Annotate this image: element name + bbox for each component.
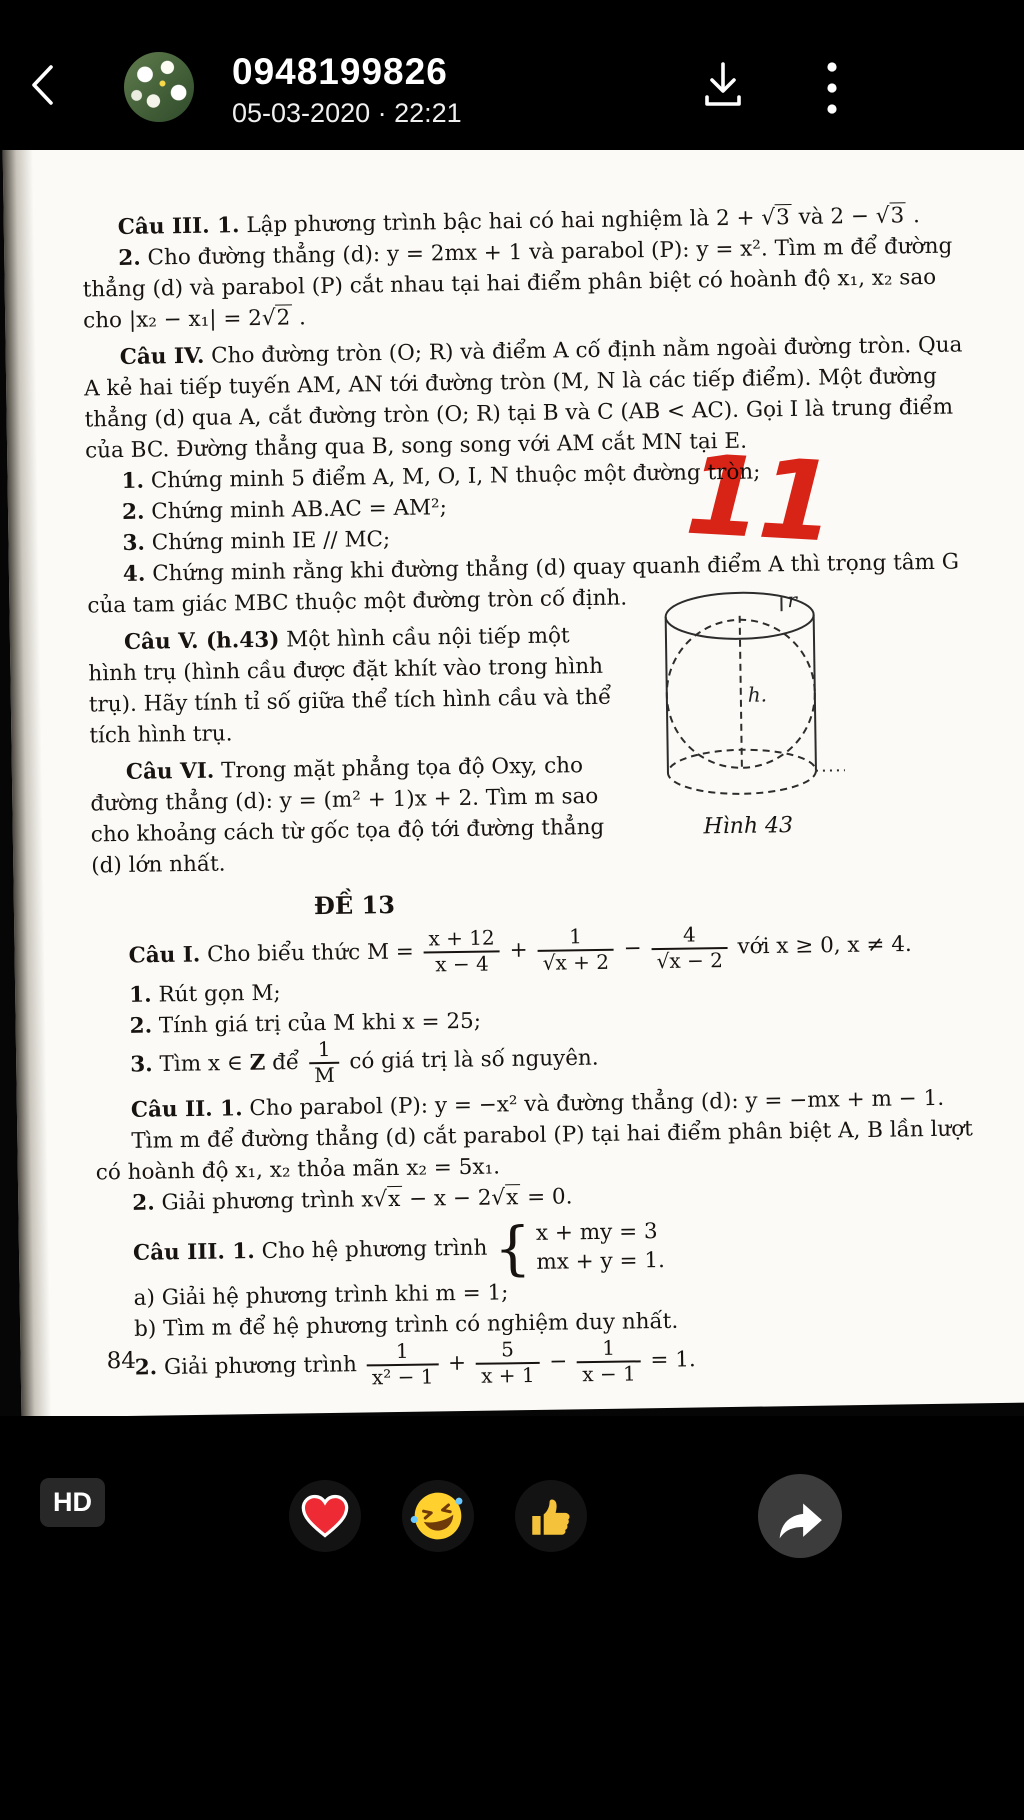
radical-sign: √ bbox=[261, 305, 276, 331]
radical bbox=[262, 304, 293, 330]
text-run: Câu III. 1. bbox=[117, 213, 240, 240]
figure-height-label: h. bbox=[747, 682, 768, 707]
text-run: Một hình cầu nội tiếp một hình trụ (hình cầu được đặt khít vào trong hình trụ). Hãy tính tỉ số giữa thể tích hình cầu và thể tích hình trụ. bbox=[88, 623, 612, 749]
text-run: Chứng minh AB.AC = AM²; bbox=[144, 495, 448, 525]
heart-reaction-button[interactable] bbox=[289, 1480, 361, 1552]
fraction bbox=[476, 1339, 540, 1387]
text-run: Chứng minh IE // MC; bbox=[144, 526, 391, 556]
radical-sign: √ bbox=[373, 1187, 388, 1213]
text-run: với x ≥ 0, x ≠ 4. bbox=[730, 931, 912, 960]
text-run: Tìm x ∈ bbox=[152, 1050, 250, 1078]
text-run: có giá trị là số nguyên. bbox=[342, 1045, 599, 1075]
share-arrow-icon bbox=[775, 1491, 825, 1541]
photo-viewer[interactable] bbox=[0, 150, 1024, 1416]
page-edge-shadow bbox=[3, 150, 52, 1416]
equation-system bbox=[493, 1213, 666, 1283]
radical-arg: 3 bbox=[890, 203, 905, 229]
fraction bbox=[537, 926, 614, 974]
text-run: Chứng minh 5 điểm A, M, O, I, N thuộc một đường tròn; bbox=[143, 459, 761, 494]
fraction-numerator: 4 bbox=[651, 924, 728, 950]
text-run: và 2 − bbox=[791, 203, 876, 230]
heart-icon bbox=[299, 1490, 351, 1542]
download-button[interactable] bbox=[698, 58, 748, 114]
text-run: Trong mặt phẳng tọa độ Oxy, cho đường thẳng (d): y = (m² + 1)x + 2. Tìm m sao cho khoảng cách từ gốc tọa độ tới đường thẳng (d) lớn nhất. bbox=[90, 753, 605, 879]
fraction bbox=[423, 927, 500, 975]
page-number: 84 bbox=[106, 1347, 137, 1375]
text-run: Cho parabol (P): y = −x² và đường thẳng (d): y = −mx + m − 1. bbox=[242, 1086, 945, 1122]
fraction bbox=[309, 1039, 340, 1087]
text-run: Câu III. 1. bbox=[132, 1239, 255, 1267]
text-run: 2. bbox=[134, 1355, 158, 1381]
paragraph bbox=[92, 886, 617, 926]
text-run: = 0. bbox=[520, 1184, 573, 1211]
text-run: Cho đường tròn (O; R) và điểm A cố định nằm ngoài đường tròn. Qua A kẻ hai tiếp tuyến AM, AN tới đường tròn (M, N là các tiếp điểm). Một đường thẳng (d) qua A, cắt đường tròn (O; R) tại B và C (AB < AC). Gọi I là trung điểm của BC. Đường thẳng qua B, song song với AM cắt MN tại E. bbox=[84, 332, 963, 464]
download-icon bbox=[698, 58, 748, 114]
fraction-numerator: 1 bbox=[309, 1039, 340, 1064]
cylinder-sphere-figure bbox=[647, 582, 845, 803]
thumbs-up-icon bbox=[526, 1491, 576, 1541]
radical bbox=[491, 1185, 520, 1211]
page-title: 0948199826 bbox=[232, 51, 448, 92]
text-run: Giải phương trình x bbox=[154, 1187, 374, 1216]
fraction-denominator: √x − 2 bbox=[656, 947, 724, 973]
text-run: + bbox=[502, 937, 535, 963]
fraction bbox=[651, 924, 728, 972]
back-chevron-icon bbox=[28, 62, 58, 108]
laugh-emoji-icon bbox=[410, 1488, 466, 1544]
fraction-denominator: M bbox=[314, 1062, 335, 1087]
text-run: để bbox=[265, 1050, 307, 1076]
laugh-reaction-button[interactable] bbox=[402, 1480, 474, 1552]
equation-column bbox=[536, 1217, 665, 1277]
text-run: − x − 2 bbox=[402, 1185, 492, 1213]
text-run: . bbox=[905, 203, 921, 229]
text-run: Chứng minh rằng khi đường thẳng (d) quay quanh điểm A thì trọng tâm G của tam giác MBC thuộc một đường tròn cố định. bbox=[87, 549, 960, 619]
text-run: 4. bbox=[122, 561, 146, 587]
radical-sign: √ bbox=[491, 1185, 506, 1211]
back-button[interactable] bbox=[28, 62, 58, 108]
figure bbox=[647, 582, 846, 840]
text-run: Câu VI. bbox=[125, 758, 215, 785]
paragraph bbox=[88, 620, 615, 752]
chat-header bbox=[0, 0, 1024, 150]
radical-arg: 3 bbox=[775, 205, 790, 231]
fraction-denominator: x + 1 bbox=[480, 1362, 535, 1388]
radical-arg: x bbox=[505, 1185, 519, 1211]
text-run: . bbox=[292, 305, 307, 331]
paragraph bbox=[82, 230, 963, 336]
paragraph bbox=[90, 750, 617, 882]
equation-line: mx + y = 1. bbox=[536, 1248, 666, 1276]
text-run: Rút gọn M; bbox=[151, 980, 281, 1008]
text-run: Cho biểu thức M = bbox=[200, 939, 421, 968]
text-run: Giải phương trình bbox=[157, 1352, 364, 1381]
fraction-numerator: 1 bbox=[577, 1338, 641, 1364]
brace: { bbox=[493, 1213, 532, 1283]
fraction bbox=[577, 1338, 641, 1386]
text-run: 1. bbox=[121, 468, 145, 494]
figure-caption: Hình 43 bbox=[703, 813, 794, 840]
radical bbox=[876, 202, 907, 228]
thumbs-up-reaction-button[interactable] bbox=[515, 1480, 587, 1552]
radical-sign: √ bbox=[761, 205, 776, 231]
text-run: ĐỀ 13 bbox=[313, 889, 396, 921]
text-run: + bbox=[441, 1350, 474, 1377]
text-run: Câu I. bbox=[128, 942, 201, 969]
more-options-button[interactable] bbox=[822, 58, 842, 118]
fraction-numerator: 1 bbox=[537, 926, 614, 952]
hd-quality-badge[interactable]: HD bbox=[40, 1478, 105, 1527]
text-run: Z bbox=[249, 1050, 266, 1076]
bottom-bar bbox=[0, 1416, 1024, 1820]
radical-arg: 2 bbox=[276, 305, 291, 331]
text-run: − bbox=[542, 1349, 575, 1375]
text-run: Câu V. (h.43) bbox=[123, 627, 280, 655]
text-run: 2. bbox=[121, 499, 145, 525]
text-run: a) Giải hệ phương trình khi m = 1; bbox=[133, 1280, 509, 1312]
handwritten-annotation: 11 bbox=[682, 430, 835, 567]
reactions-bar bbox=[289, 1480, 587, 1552]
kebab-menu-icon bbox=[822, 58, 842, 118]
text-run: Cho hệ phương trình bbox=[254, 1235, 495, 1265]
text-run: Tìm m để đường thẳng (d) cắt parabol (P) tại hai điểm phân biệt A, B lần lượt có hoành độ x₁, x₂ thỏa mãn x₂ = 5x₁. bbox=[95, 1116, 974, 1186]
fraction-denominator: x − 4 bbox=[435, 951, 489, 976]
text-run: 1. bbox=[129, 982, 152, 1009]
text-run: Tính giá trị của M khi x = 25; bbox=[151, 1008, 482, 1039]
text-run: 2. bbox=[129, 1013, 153, 1040]
text-run: b) Tìm m để hệ phương trình có nghiệm duy nhất. bbox=[133, 1309, 679, 1343]
fraction-denominator: x − 1 bbox=[582, 1361, 636, 1387]
figure-radius-label: r bbox=[787, 587, 798, 613]
timestamp: 05-03-2020 · 22:21 bbox=[232, 98, 462, 128]
share-button[interactable] bbox=[758, 1474, 842, 1558]
fraction-denominator: x² − 1 bbox=[371, 1364, 434, 1390]
title-block bbox=[232, 52, 462, 128]
text-run: Cho đường thẳng (d): y = 2mx + 1 và parabol (P): y = x². Tìm m để đường thẳng (d) và parabol (P) cắt nhau tại hai điểm phân biệt có hoành độ x₁, x₂ sao cho |x₂ − x₁| = 2 bbox=[82, 233, 953, 334]
text-run: Câu II. 1. bbox=[130, 1096, 243, 1124]
fraction-denominator: √x + 2 bbox=[542, 949, 610, 975]
radical-arg: x bbox=[387, 1187, 401, 1213]
text-run: = 1. bbox=[643, 1347, 696, 1374]
text-run: Câu IV. bbox=[119, 343, 205, 370]
document-page bbox=[3, 150, 1024, 1416]
text-run: − bbox=[616, 935, 649, 962]
radical-sign: √ bbox=[875, 203, 890, 229]
avatar[interactable] bbox=[124, 52, 194, 122]
radical bbox=[373, 1186, 402, 1212]
radical bbox=[761, 204, 792, 230]
text-run: 2. bbox=[132, 1190, 155, 1217]
text-run: 3. bbox=[130, 1052, 153, 1078]
fraction-numerator: 5 bbox=[476, 1339, 540, 1365]
text-run: Lập phương trình bậc hai có hai nghiệm là 2 + bbox=[239, 205, 762, 239]
text-run: 3. bbox=[122, 530, 146, 556]
fraction bbox=[366, 1341, 438, 1389]
fraction-numerator: 1 bbox=[366, 1341, 438, 1367]
equation-line: x + my = 3 bbox=[535, 1219, 658, 1247]
fraction-numerator: x + 12 bbox=[423, 927, 500, 953]
text-run: 2. bbox=[118, 245, 141, 271]
